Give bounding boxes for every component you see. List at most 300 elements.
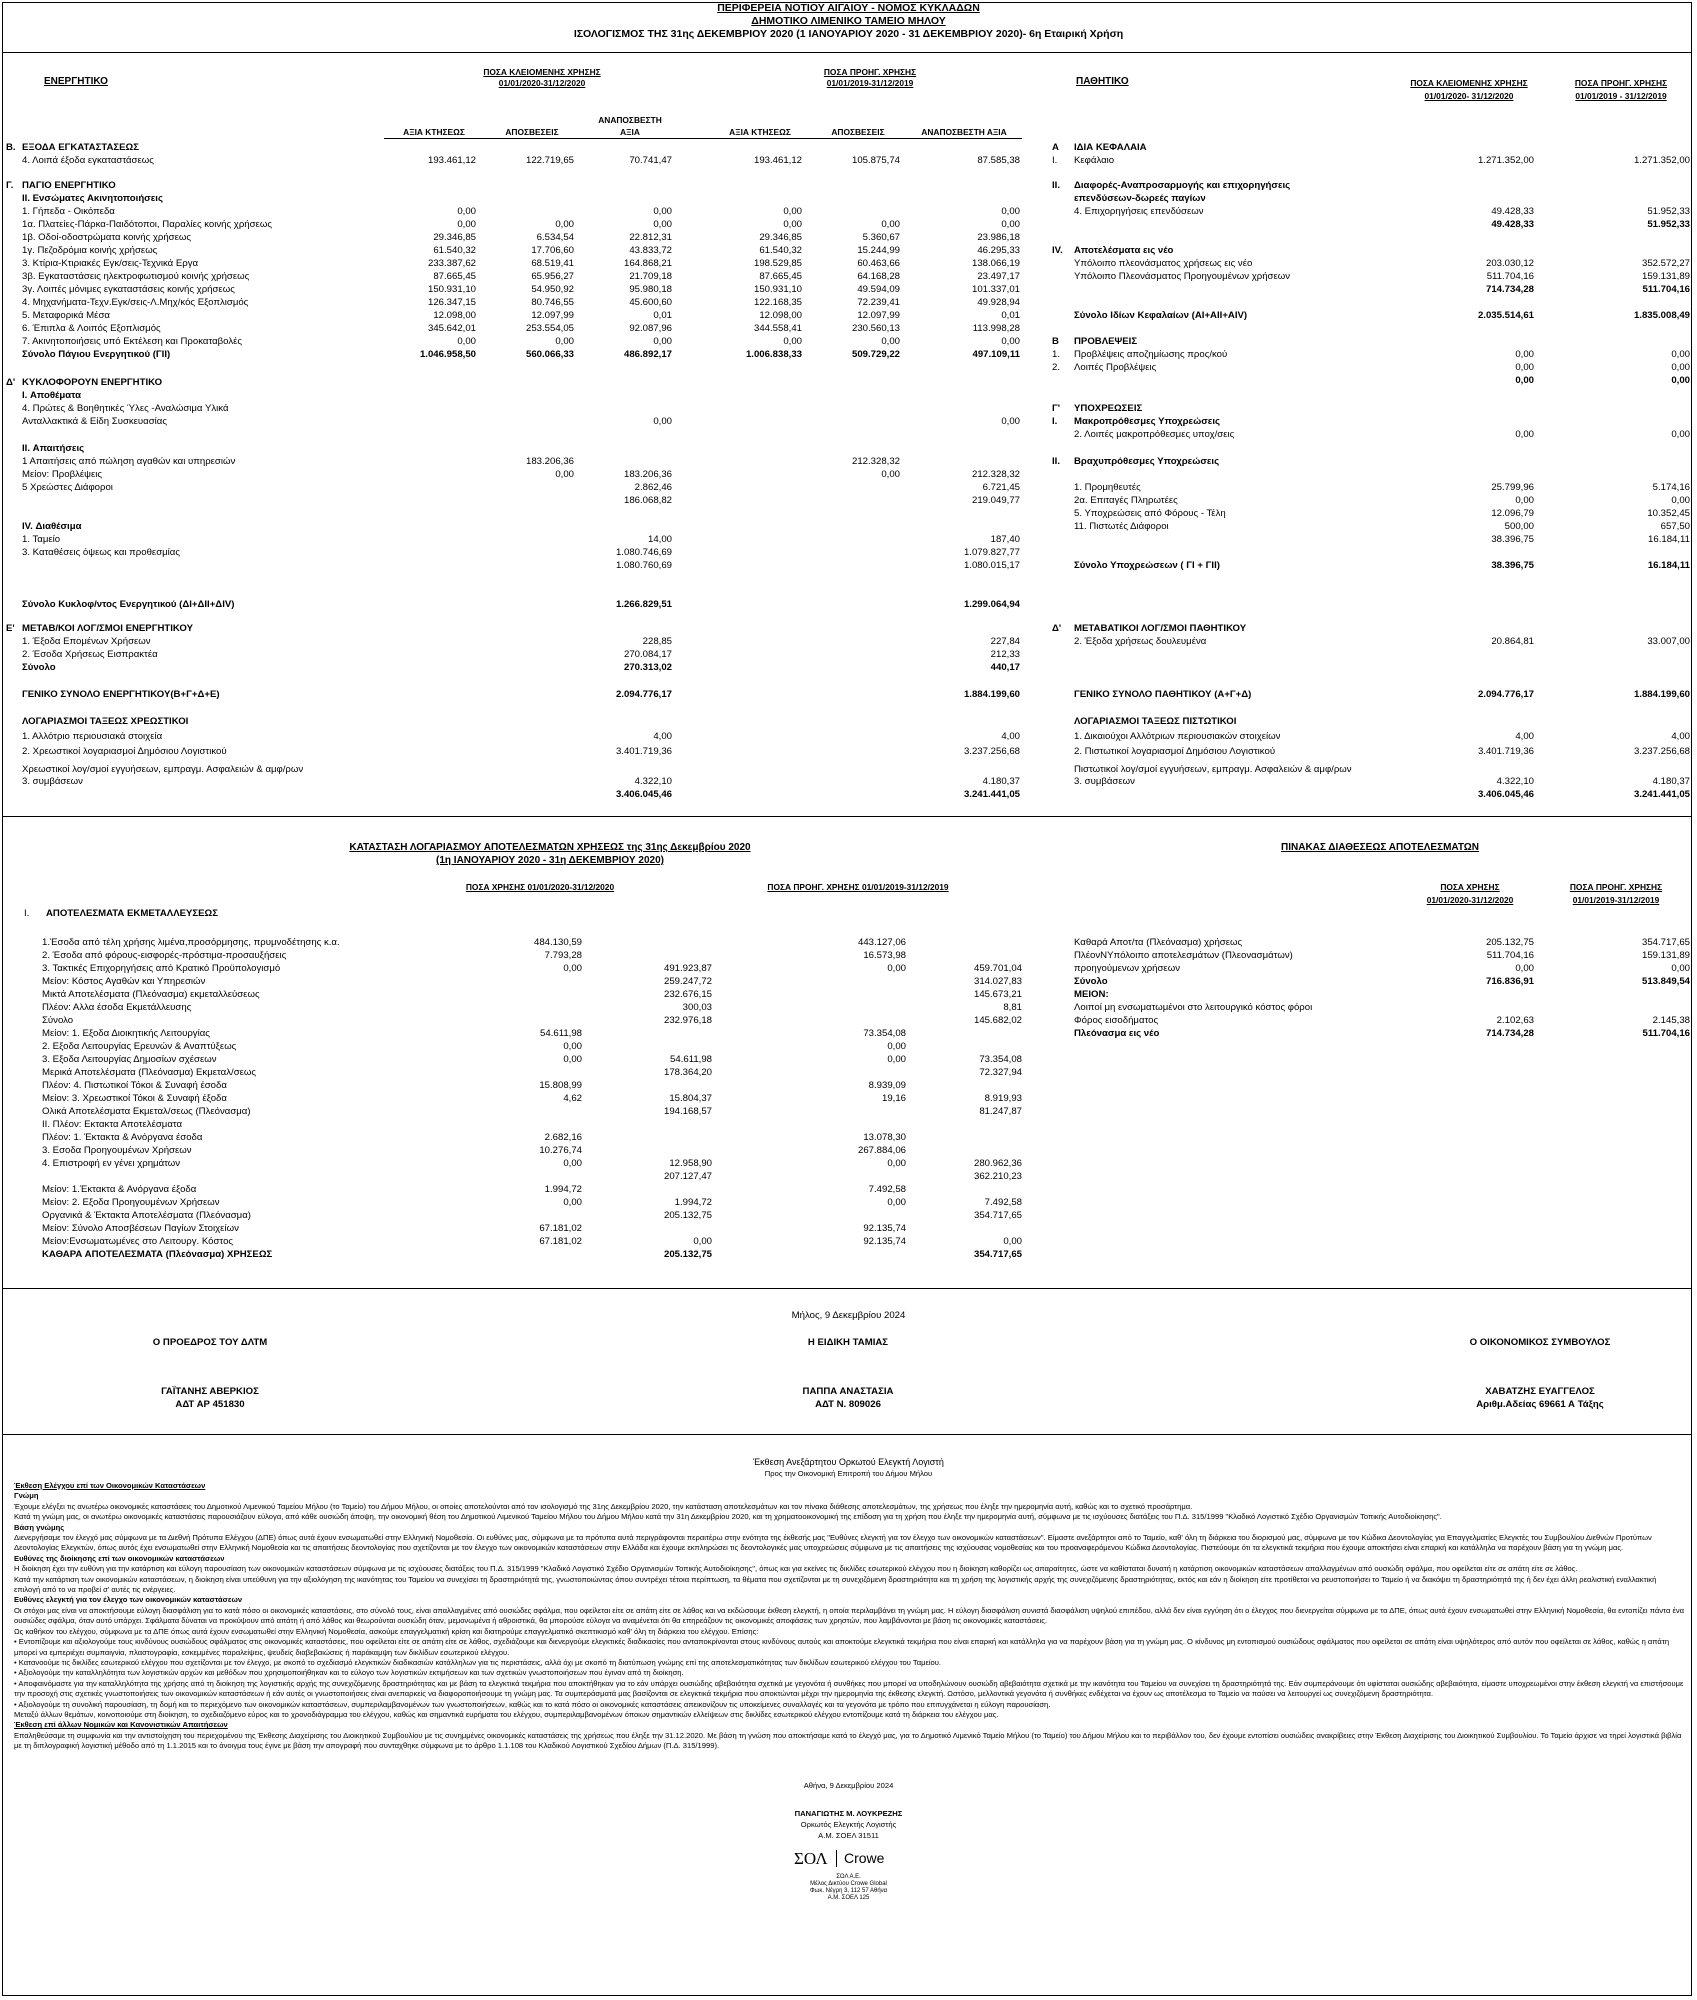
liability-row-code: Α <box>1052 142 1059 153</box>
asset-row-value: 3.241.441,05 <box>963 789 1020 800</box>
asset-row-value: 253.554,05 <box>525 323 574 334</box>
pl-row-label: 3. Εσοδα Προηγουμένων Χρήσεων <box>42 1145 192 1156</box>
asset-row-value: 164.868,21 <box>623 258 672 269</box>
audit-h-management: Ευθύνες της διοίκησης επί των οικονομικών καταστάσεων <box>14 1553 225 1563</box>
asset-row-value: 0,00 <box>881 469 900 480</box>
asset-row-value: 1.080.015,17 <box>963 560 1020 571</box>
asset-row-value: 0,00 <box>457 206 476 217</box>
pl-row-label: Οργανικά & Έκτακτα Αποτελέσματα (Πλεόνασμα) <box>42 1210 251 1221</box>
liability-row-label: ΛΟΓΑΡΙΑΣΜΟΙ ΤΑΞΕΩΣ ΠΙΣΤΩΤΙΚΟΙ <box>1074 716 1237 727</box>
liability-row-label: Προβλέψεις αποζημίωσης προς/κού <box>1074 349 1228 360</box>
asset-row-label: 3. συμβάσεων <box>22 776 83 787</box>
asset-row-label: 4. Μηχανήματα-Τεχν.Εγκ/σεις-Λ.Μηχ/κός Εξοπλισμός <box>22 297 249 308</box>
asset-row-value: 23.986,18 <box>977 232 1020 243</box>
liability-row-label: 11. Πιστωτές Διάφοροι <box>1074 521 1169 532</box>
asset-row-label: Μείον: Προβλέψεις <box>22 469 103 480</box>
pl-row-value: 2.682,16 <box>544 1132 582 1143</box>
liability-row-code: 2. <box>1052 362 1061 373</box>
asset-row-label: 7. Ακινητοποιήσεις υπό Εκτέλεση και Προκαταβολές <box>22 336 243 347</box>
asset-row-value: 23.497,17 <box>977 271 1020 282</box>
pl-row-value: 8.939,09 <box>868 1080 906 1091</box>
pl-row-label: 1.Έσοδα από τέλη χρήσης λιμένα,προσόρμησης, πρυμνοδέτησης κ.α. <box>42 937 340 948</box>
asset-row-label: 1 Απαιτήσεις από πώληση αγαθών και υπηρεσιών <box>22 456 236 467</box>
pl-row-value: 491.923,87 <box>663 963 712 974</box>
liability-row-label: Σύνολο Υποχρεώσεων ( ΓΙ + ΓΙΙ) <box>1074 560 1220 571</box>
asset-row-value: 113.998,28 <box>972 323 1020 334</box>
asset-row-label: I. Αποθέματα <box>22 390 82 401</box>
pl-row-label: II. Πλέον: Εκτακτα Αποτελέσματα <box>42 1119 183 1130</box>
asset-row-value: 3.237.256,68 <box>963 746 1020 757</box>
asset-row-value: 2.862,46 <box>634 482 672 493</box>
crowe-logo-text: Crowe <box>844 1850 885 1866</box>
pl-row-value: 15.808,99 <box>539 1080 582 1091</box>
region-title: ΠΕΡΙΦΕΡΕΙΑ ΝΟΤΙΟΥ ΑΙΓΑΙΟΥ - ΝΟΜΟΣ ΚΥΚΛΑΔΩΝ <box>717 2 980 14</box>
asset-row-value: 0,00 <box>555 469 574 480</box>
asset-row-value: 0,00 <box>1001 336 1020 347</box>
audit-body <box>14 1481 1684 1752</box>
liability-row-value: 12.096,79 <box>1491 508 1534 519</box>
asset-row-value: 17.706,60 <box>531 245 574 256</box>
liability-row-code: Δ' <box>1052 623 1062 634</box>
asset-row-label: ΛΟΓΑΡΙΑΣΜΟΙ ΤΑΞΕΩΣ ΧΡΕΩΣΤΙΚΟΙ <box>22 716 189 727</box>
asset-row-value: 0,01 <box>653 310 672 321</box>
pl-row-value: 362.210,23 <box>973 1171 1022 1182</box>
firm-line-3: Φωκ. Νέγρη 3, 112 57 Αθήνα <box>809 1888 888 1894</box>
asset-row-label: 1. Έξοδα Επομένων Χρήσεων <box>22 636 151 647</box>
sign-name-president: ΓΑΪΤΑΝΗΣ ΑΒΕΡΚΙΟΣ <box>161 1386 259 1397</box>
liability-row-label: Μακροπρόθεσμες Υποχρεώσεις <box>1074 416 1220 427</box>
asset-row-label: 1α. Πλατείες-Πάρκα-Παιδότοποι, Παραλίες κοινής χρήσεως <box>22 219 272 230</box>
liability-row-code: Γ' <box>1052 403 1061 414</box>
assets-col-rule <box>384 138 1022 139</box>
asset-row-value: 87.665,45 <box>759 271 802 282</box>
asset-row-value: 0,00 <box>457 219 476 230</box>
pl-row-label: 4. Επιστροφή εν γένει χρημάτων <box>42 1158 181 1169</box>
col-acq-cur: ΑΞΙΑ ΚΤΗΣΕΩΣ <box>403 127 465 137</box>
pl-row-value: 145.673,21 <box>973 989 1022 1000</box>
audit-h-basis: Βάση γνώμης <box>14 1522 65 1532</box>
liability-row-value: 0,00 <box>1671 495 1690 506</box>
firm-line-1: ΣΟΛ Α.Ε. <box>836 1874 861 1880</box>
asset-row-value: 101.337,01 <box>971 284 1020 295</box>
liability-row-label: Βραχυπρόθεσμες Υποχρεώσεις <box>1074 456 1220 467</box>
asset-row-value: 560.066,33 <box>525 349 574 360</box>
pl-row-value: 10.276,74 <box>539 1145 582 1156</box>
dist-row-value: 511.704,16 <box>1642 1028 1690 1039</box>
liability-row-code: II. <box>1052 456 1060 467</box>
audit-p7: Ως καθήκον του ελέγχου, σύμφωνα με τα ΔΠΕ όπως αυτά έχουν ενσωματωθεί στην Ελληνική Νομοθεσία, ασκούμε επαγγελματική κρίση και διατηρούμε επαγγελματικό σκεπτικισμό καθ' όλη τη διάρκεια του ελέγχου. Επίσης: <box>14 1626 759 1636</box>
audit-h-auditor: Ευθύνες ελεγκτή για τον έλεγχο των οικονομικών καταστάσεων <box>14 1595 243 1605</box>
asset-row-value: 45.600,60 <box>629 297 672 308</box>
asset-row-label: 1. Αλλότριο περιουσιακά στοιχεία <box>22 731 163 742</box>
pl-divider <box>2 1288 1692 1289</box>
liability-row-value: 0,00 <box>1515 495 1534 506</box>
asset-row-value: 187,40 <box>990 534 1020 545</box>
asset-row-value: 0,00 <box>653 219 672 230</box>
asset-row-value: 186.068,82 <box>623 495 672 506</box>
sign-id-president: ΑΔΤ ΑΡ 451830 <box>175 1399 245 1410</box>
asset-row-value: 29.346,85 <box>433 232 476 243</box>
asset-row-value: 150.931,10 <box>427 284 476 295</box>
dist-row-label: Καθαρά Αποτ/τα (Πλεόνασμα) χρήσεως <box>1074 937 1243 948</box>
asset-row-value: 138.066,19 <box>971 258 1020 269</box>
asset-row-label: ΠΑΓΙΟ ΕΝΕΡΓΗΤΙΚΟ <box>22 180 116 191</box>
pl-row-label: Μείον:Ενσωματωμένες στο Λειτουργ. Κόστος <box>42 1236 234 1247</box>
asset-row-label: Χρεωστικοί λογ/σμοί εγγυήσεων, εμπραγμ. Ασφαλειών & αμφ/ρων <box>22 764 304 775</box>
liability-row-value: 4.322,10 <box>1496 776 1534 787</box>
audit-p5: Κατά την κατάρτιση των οικονομικών καταστάσεων, η διοίκηση είναι υπεύθυνη για την αξιολόγηση της ικανότητας του Ταμείου να συνεχίσει τη δραστηριότητά της, γνωστοποιώντας όπου συντρέχει τέτοια περίπτωση, τα θέματα που σχετίζονται με τη συνεχιζόμενη δραστηριότητα και τη χρήση της λογιστικής αρχής της συνεχιζόμενης δραστηριότητας, εκτός και εάν η διοίκηση είτε προτίθεται να ρευστοποιήσει το Ταμείο ή να διακόψει τη δραστηριότητά της ή δεν έχει άλλη ρεαλιστική εναλλακτική επιλογή από το να προβεί σ' αυτές τις ενέργειες. <box>14 1574 1657 1595</box>
liability-row-label: 5. Υποχρεώσεις από Φόρους - Τέλη <box>1074 508 1226 519</box>
asset-row-value: 0,00 <box>1001 416 1020 427</box>
audit-bullet-4: • Αποφαινόμαστε για την καταλληλότητα της χρήσης από τη διοίκηση της λογιστικής αρχής της συνεχιζόμενης δραστηριότητας και με βάση τα ελεγκτικά τεκμήρια που αποκτήθηκαν για το εάν υπάρχει ουσιώδης αβεβαιότητα σχετικά με γεγονότα ή συνθήκες που μπορεί να υποδηλώνουν ουσιώδη αβεβαιότητα σχετικά με την ικανότητα του Ταμείου να συνεχίσει τη δραστηριότητά της. Εάν συμπεράνουμε ότι υφίσταται ουσιώδης αβεβαιότητα, είμαστε υποχρεωμένοι στην έκθεση ελεγκτή να επιστήσουμε την προσοχή στις σχετικές γνωστοποιήσεις των οικονομικών καταστάσεων ή εάν αυτές οι γνωστοποιήσεις είναι ανεπαρκείς να διαφοροποιήσουμε τη γνώμη μας. Τα συμπεράσματά μας βασίζονται σε ελεγκτικά τεκμήρια που αποκτώνται μέχρι την ημερομηνία της έκθεσης ελεγκτή. Ωστόσο, μελλοντικά γεγονότα ή συνθήκες ενδέχεται να έχουν ως αποτέλεσμα το Ταμείο να παύσει να λειτουργεί ως συνεχιζόμενη δραστηριότητα. <box>14 1678 1684 1699</box>
asset-row-value: 345.642,01 <box>427 323 476 334</box>
asset-row-value: 68.519,41 <box>531 258 574 269</box>
liability-row-value: 0,00 <box>1671 375 1690 386</box>
pl-row-value: 232.676,15 <box>663 989 712 1000</box>
dist-row-value: 354.717,65 <box>1641 937 1690 948</box>
liability-row-label: 3. συμβάσεων <box>1074 776 1135 787</box>
asset-row-label: Σύνολο <box>22 662 56 673</box>
pl-row-label: Μείον: Σύνολο Αποσβέσεων Παγίων Στοιχείων <box>42 1223 239 1234</box>
liability-row-value: 1.835.008,49 <box>1633 310 1690 321</box>
liability-row-value: 511.704,16 <box>1642 284 1690 295</box>
pl-row-value: 280.962,36 <box>973 1158 1022 1169</box>
asset-row-value: 1.080.760,69 <box>615 560 672 571</box>
asset-row-value: 49.594,09 <box>857 284 900 295</box>
asset-row-value: 80.746,55 <box>531 297 574 308</box>
asset-row-value: 43.833,72 <box>629 245 672 256</box>
asset-row-value: 12.097,99 <box>531 310 574 321</box>
liability-row-label: 2. Έξοδα χρήσεως δουλευμένα <box>1074 636 1207 647</box>
asset-row-code: Δ' <box>6 377 16 388</box>
liability-row-label: ΜΕΤΑΒΑΤΙΚΟΙ ΛΟΓ/ΣΜΟΙ ΠΑΘΗΤΙΚΟΥ <box>1074 623 1247 634</box>
asset-row-value: 87.665,45 <box>433 271 476 282</box>
asset-row-value: 105.875,74 <box>851 155 900 166</box>
asset-row-value: 0,00 <box>653 336 672 347</box>
asset-row-value: 21.709,18 <box>629 271 672 282</box>
asset-row-value: 212.328,32 <box>851 456 900 467</box>
pl-row-value: 12.958,90 <box>669 1158 712 1169</box>
pl-row-value: 178.364,20 <box>663 1067 712 1078</box>
liability-row-value: 203.030,12 <box>1485 258 1534 269</box>
pl-row-value: 16.573,98 <box>863 950 906 961</box>
asset-row-value: 0,00 <box>555 336 574 347</box>
asset-row-value: 0,00 <box>555 219 574 230</box>
pl-section-title: ΑΠΟΤΕΛΕΣΜΑΤΑ ΕΚΜΕΤΑΛΛΕΥΣΕΩΣ <box>46 908 218 919</box>
asset-row-label: IV. Διαθέσιμα <box>22 521 82 532</box>
liability-row-value: 2.035.514,61 <box>1477 310 1534 321</box>
liability-row-value: 1.271.352,00 <box>1477 155 1534 166</box>
asset-row-value: 440,17 <box>990 662 1020 673</box>
pl-row-label: Μείον: 1. Εξοδα Διοικητικής Λειτουργίας <box>42 1028 210 1039</box>
asset-row-label: 1. Γήπεδα - Οικόπεδα <box>22 206 115 217</box>
pl-row-value: 207.127,47 <box>663 1171 712 1182</box>
asset-row-value: 0,00 <box>881 336 900 347</box>
asset-row-label: II. Ενσώματες Ακινητοποιήσεις <box>22 193 163 204</box>
asset-row-label: ΕΞΟΔΑ ΕΓΚΑΤΑΣΤΑΣΕΩΣ <box>22 142 140 153</box>
asset-row-value: 1.299.064,94 <box>963 599 1020 610</box>
liability-row-value: 352.572,27 <box>1641 258 1690 269</box>
pl-row-value: 0,00 <box>563 963 582 974</box>
liability-row-label: 1. Δικαιούχοι Αλλότριων περιουσιακών στοιχείων <box>1074 731 1281 742</box>
asset-row-value: 49.928,94 <box>977 297 1020 308</box>
liability-row-value: 25.799,96 <box>1491 482 1534 493</box>
asset-row-value: 1.006.838,33 <box>745 349 802 360</box>
pl-row-value: 354.717,65 <box>973 1210 1022 1221</box>
liability-row-value: 3.241.441,05 <box>1633 789 1690 800</box>
asset-row-label: 5. Μεταφορικά Μέσα <box>22 310 110 321</box>
asset-row-value: 270.084,17 <box>623 649 672 660</box>
asset-row-label: 6. Έπιπλα & Λοιπός Εξοπλισμός <box>22 323 161 334</box>
liability-row-value: 38.396,75 <box>1491 534 1534 545</box>
asset-row-value: 0,00 <box>457 336 476 347</box>
asset-row-value: 29.346,85 <box>759 232 802 243</box>
asset-row-value: 193.461,12 <box>427 155 476 166</box>
pl-row-value: 267.884,06 <box>857 1145 906 1156</box>
firm-line-2: Μέλος Δικτύου Crowe Global <box>810 1881 887 1887</box>
dist-row-value: 205.132,75 <box>1485 937 1534 948</box>
dist-row-value: 2.102,63 <box>1496 1015 1534 1026</box>
asset-row-value: 61.540,32 <box>433 245 476 256</box>
liability-row-value: 49.428,33 <box>1491 206 1534 217</box>
dist-row-value: 714.734,28 <box>1485 1028 1534 1039</box>
pl-row-value: 0,00 <box>887 963 906 974</box>
pl-row-value: 7.492,58 <box>984 1197 1022 1208</box>
asset-row-value: 126.347,15 <box>427 297 476 308</box>
asset-row-value: 212.328,32 <box>971 469 1020 480</box>
asset-row-value: 65.956,27 <box>531 271 574 282</box>
asset-row-value: 1.046.958,50 <box>419 349 476 360</box>
asset-row-value: 122.719,65 <box>525 155 574 166</box>
liability-row-label: επενδύσεων-δωρεές παγίων <box>1074 193 1206 204</box>
asset-row-value: 87.585,38 <box>977 155 1020 166</box>
liability-row-value: 49.428,33 <box>1491 219 1534 230</box>
liability-row-label: Αποτελέσματα εις νέο <box>1074 245 1174 256</box>
pl-row-label: Σύνολο <box>42 1015 74 1026</box>
pl-row-label: Μείον: 2. Εξοδα Προηγουμένων Χρήσεων <box>42 1197 220 1208</box>
pl-row-label: Μερικά Αποτελέσματα (Πλεόνασμα) Εκμεταλ/σεως <box>42 1067 257 1078</box>
pl-row-label: Πλέον: 1. Έκτακτα & Ανόργανα έσοδα <box>42 1132 203 1143</box>
dist-prev-period: 01/01/2019-31/12/2019 <box>1572 895 1660 905</box>
asset-row-value: 509.729,22 <box>851 349 900 360</box>
liability-row-value: 0,00 <box>1671 429 1690 440</box>
liability-row-label: Υπόλοιπο πλεονάσματος χρήσεως εις νέο <box>1074 258 1253 269</box>
audit-p9: Επαληθεύσαμε τη συμφωνία και την αντιστοίχηση του περιεχομένου της Έκθεσης Διαχείρισης του Διοικητικού Συμβουλίου με τις συνημμένες οικονομικές καταστάσεις της χρήσεως που έληξε την 31.12.2020. Με βάση τη γνώση που αποκτήσαμε κατά το έλεγχό μας, για το Δημοτικό Λιμενικό Ταμείο Μήλου (το Ταμείο) του Δήμου Μήλου και το περιβάλλον του, δεν έχουμε εντοπίσει ουσιώδεις ανακρίβειες στην Έκθεση Διαχείρισης του Διοικητικού Συμβουλίου. Το Ταμείο άρχισε να τηρεί λογιστικά βιβλία με τη διπλογραφική λογιστική μέθοδο από τη 1.1.2015 και το άνοιγμα τους έγινε με βάση την απογραφή που συνταχθηκε σύμφωνα με το άρθρο 1.1.108 του Κλαδικού Λογιστικού Σχεδίου Δήμων (Π.Δ. 315/1999). <box>14 1730 1682 1751</box>
col-dep-prev: ΑΠΟΣΒΕΣΕΙΣ <box>831 127 885 137</box>
asset-row-label: 3. Κτίρια-Κτιριακές Εγκ/σεις-Τεχνικά Εργα <box>22 258 199 269</box>
pl-row-value: 0,00 <box>1003 1236 1022 1247</box>
asset-row-label: ΚΥΚΛΟΦΟΡΟΥΝ ΕΝΕΡΓΗΤΙΚΟ <box>22 377 163 388</box>
liability-row-value: 511.704,16 <box>1486 271 1534 282</box>
dist-row-value: 0,00 <box>1671 963 1690 974</box>
liability-row-value: 3.406.045,46 <box>1477 789 1534 800</box>
header-divider <box>2 52 1692 53</box>
asset-row-label: 1β. Οδοί-οδοστρώματα κοινής χρήσεως <box>22 232 191 243</box>
liability-row-value: 0,00 <box>1515 362 1534 373</box>
asset-row-value: 1.079.827,77 <box>963 547 1020 558</box>
liability-row-label: 2. Λοιπές μακροπρόθεσμες υποχ/σεις <box>1074 429 1235 440</box>
asset-row-label: ΓΕΝΙΚΟ ΣΥΝΟΛΟ ΕΝΕΡΓΗΤΙΚΟΥ(Β+Γ+Δ+Ε) <box>22 689 220 700</box>
pl-row-value: 19,16 <box>881 1093 906 1104</box>
pl-row-label: 2. Εξοδα Λειτουργίας Ερευνών & Αναπτύξεως <box>42 1041 237 1052</box>
asset-row-value: 64.168,28 <box>857 271 900 282</box>
pl-row-value: 73.354,08 <box>979 1054 1022 1065</box>
dist-title: ΠΙΝΑΚΑΣ ΔΙΑΘΕΣΕΩΣ ΑΠΟΤΕΛΕΣΜΑΤΩΝ <box>1281 842 1479 853</box>
liability-row-value: 1.271.352,00 <box>1633 155 1690 166</box>
asset-row-code: Ε' <box>6 623 15 634</box>
pl-row-label: Μείον: 1.Έκτακτα & Ανόργανα έξοδα <box>42 1184 197 1195</box>
liability-row-label: 1. Προμηθευτές <box>1074 482 1141 493</box>
liability-row-label: Σύνολο Ιδίων Κεφαλαίων (ΑΙ+ΑΙΙ+ΑΙV) <box>1074 310 1248 321</box>
dist-row-label: προηγούμενων χρήσεων <box>1074 963 1180 974</box>
pl-section-num: I. <box>24 908 30 919</box>
pl-row-value: 459.701,04 <box>973 963 1022 974</box>
liability-row-code: I. <box>1052 416 1058 427</box>
pl-row-value: 54.611,98 <box>540 1028 582 1039</box>
liability-row-label: Κεφάλαιο <box>1074 155 1115 166</box>
liability-row-value: 51.952,33 <box>1647 206 1690 217</box>
asset-row-label: 2. Χρεωστικοί λογαριασμοί Δημόσιου Λογιστικού <box>22 746 227 757</box>
liability-row-label: 2. Πιστωτικοί λογαριασμοί Δημόσιου Λογιστικού <box>1074 746 1276 757</box>
asset-row-value: 486.892,17 <box>623 349 672 360</box>
liabilities-title: ΠΑΘΗΤΙΚΟ <box>1076 76 1129 87</box>
asset-row-value: 12.097,99 <box>857 310 900 321</box>
audit-h-opinion: Γνώμη <box>14 1491 39 1501</box>
audit-date: Αθήνα, 9 Δεκεμβρίου 2024 <box>803 1781 894 1790</box>
liability-row-code: IV. <box>1052 245 1063 256</box>
sign-divider <box>2 1434 1692 1435</box>
logo-separator <box>836 1850 837 1867</box>
pl-row-label: Μείον: Κόστος Αγαθών και Υπηρεσιών <box>42 976 206 987</box>
liability-row-value: 16.184,11 <box>1647 560 1690 571</box>
asset-row-value: 2.094.776,17 <box>615 689 672 700</box>
firm-line-4: Α.Μ. ΣΟΕΛ 125 <box>827 1895 870 1901</box>
audit-bullet-2: • Κατανοούμε τις δικλίδες εσωτερικού ελέγχου που σχετίζονται με τον έλεγχο, με σκοπό το σχεδιασμό ελεγκτικών διαδικασιών κατάλληλων για τις περιστάσεις, αλλά όχι με σκοπό τη διατύπωση γνώμης επί της αποτελεσματικότητας των δικλίδων εσωτερικού ελέγχου του Ταμείου. <box>14 1657 942 1667</box>
pl-row-label: Μείον: 3. Χρεωστικοί Τόκοι & Συναφή έξοδα <box>42 1093 227 1104</box>
asset-row-value: 4,00 <box>653 731 672 742</box>
pl-row-value: 67.181,02 <box>539 1223 582 1234</box>
asset-row-label: 3. Καταθέσεις όψεως και προθεσμίας <box>22 547 180 558</box>
asset-row-value: 22.812,31 <box>629 232 672 243</box>
auditor-name: ΠΑΝΑΓΙΩΤΗΣ Μ. ΛΟΥΚΡΕΖΗΣ <box>794 1809 903 1818</box>
liability-row-value: 4,00 <box>1515 731 1534 742</box>
asset-row-value: 344.558,41 <box>753 323 802 334</box>
dist-row-label: Λοιποί μη ενσωματωμένοι στο λειτουργικό κόστος φόροι <box>1074 1002 1313 1013</box>
liab-cur-period: 01/01/2020- 31/12/2020 <box>1424 91 1514 101</box>
asset-row-value: 183.206,36 <box>525 456 574 467</box>
asset-row-value: 12.098,00 <box>759 310 802 321</box>
asset-row-value: 0,00 <box>783 206 802 217</box>
liability-row-value: 51.952,33 <box>1647 219 1690 230</box>
asset-row-label: 1γ. Πεζοδρόμια κοινής χρήσεως <box>22 245 158 256</box>
asset-row-value: 212,33 <box>990 649 1020 660</box>
liability-row-value: 2.094.776,17 <box>1477 689 1534 700</box>
audit-title: Έκθεση Ανεξάρτητου Ορκωτού Ελεγκτή Λογιστή <box>753 1457 944 1467</box>
liability-row-value: 0,00 <box>1671 362 1690 373</box>
pl-row-value: 0,00 <box>563 1054 582 1065</box>
audit-p2: Κατά τη γνώμη μας, οι ανωτέρω οικονομικές καταστάσεις παρουσιάζουν εύλογα, από κάθε ουσιώδη άποψη, την οικονομική θέση του Δημοτικού Λιμενικού Ταμείου Μήλου του Δήμου Μήλου κατά την 31η Δεκεμβρίου 2020, και τη χρηματοοικονομική της επίδοση για τη χρήση που έληξε την ημερομηνία αυτή, σύμφωνα με τις ισχύουσες διατάξεις του Π.Δ. 315/1999 "Κλαδικό Λογιστικό Σχέδιο Οργανισμών Τοπικής Αυτοδιοίκησης". <box>14 1512 1442 1522</box>
sign-id-treasurer: ΑΔΤ Ν. 809026 <box>815 1399 881 1410</box>
asset-row-value: 6.534,54 <box>536 232 574 243</box>
asset-row-label: ΜΕΤΑΒ/ΚΟΙ ΛΟΓ/ΣΜΟΙ ΕΝΕΡΓΗΤΙΚΟΥ <box>22 623 193 634</box>
pl-prev-header: ΠΟΣΑ ΠΡΟΗΓ. ΧΡΗΣΗΣ 01/01/2019-31/12/2019 <box>767 882 949 892</box>
asset-row-value: 230.560,13 <box>851 323 900 334</box>
asset-row-value: 0,00 <box>1001 219 1020 230</box>
asset-row-value: 15.244,99 <box>857 245 900 256</box>
liability-row-value: 159.131,89 <box>1641 271 1690 282</box>
pl-row-value: 54.611,98 <box>670 1054 712 1065</box>
asset-row-value: 72.239,41 <box>857 297 900 308</box>
asset-row-label: 3β. Εγκαταστάσεις ηλεκτροφωτισμού κοινής χρήσεως <box>22 271 250 282</box>
liability-row-value: 4,00 <box>1671 731 1690 742</box>
asset-row-label: Ανταλλακτικά & Είδη Συσκευασίας <box>22 416 167 427</box>
liability-row-label: 2α. Επιταγές Πληρωτέες <box>1074 495 1178 506</box>
pl-row-value: 0,00 <box>887 1041 906 1052</box>
sign-name-advisor: ΧΑΒΑΤΖΗΣ ΕΥΑΓΓΕΛΟΣ <box>1485 1386 1595 1397</box>
pl-row-value: 0,00 <box>693 1236 712 1247</box>
asset-row-value: 183.206,36 <box>623 469 672 480</box>
pl-row-value: 8.919,93 <box>984 1093 1022 1104</box>
dist-row-value: 716.836,91 <box>1485 976 1534 987</box>
col-nbv-cur-b: ΑΞΙΑ <box>620 127 640 137</box>
audit-h-other: Έκθεση επί άλλων Νομικών και Κανονιστικών Απαιτήσεων <box>14 1720 228 1730</box>
asset-row-code: Β. <box>6 142 16 153</box>
asset-row-code: Γ. <box>6 180 14 191</box>
liability-row-code: I. <box>1052 155 1058 166</box>
liability-row-label: Διαφορές-Αναπροσαρμογής και επιχορηγήσεις <box>1074 180 1291 191</box>
sign-place-date: Μήλος, 9 Δεκεμβρίου 2024 <box>791 1310 906 1321</box>
asset-row-label: II. Απαιτήσεις <box>22 443 85 454</box>
dist-row-label: Φόρος εισοδήματος <box>1074 1015 1159 1026</box>
liability-row-value: 0,00 <box>1515 375 1534 386</box>
asset-row-value: 0,00 <box>653 416 672 427</box>
asset-row-value: 4.180,37 <box>982 776 1020 787</box>
liability-row-value: 38.396,75 <box>1491 560 1534 571</box>
dist-row-label: Σύνολο <box>1074 976 1108 987</box>
sol-logo-text: ΣΟΛ <box>794 1849 828 1868</box>
asset-row-value: 233.387,62 <box>427 258 476 269</box>
audit-p6: Οι στόχοι μας είναι να αποκτήσουμε εύλογη διασφάλιση για το κατά πόσο οι οικονομικές καταστάσεις, στο σύνολό τους, είναι απαλλαγμένες από ουσιώδες σφάλμα, που οφείλεται είτε σε απάτη είτε σε λάθος και να εκδώσουμε έκθεση ελεγκτή, η οποία περιλαμβάνει τη γνώμη μας. Η εύλογη διασφάλιση συνιστά διασφάλιση υψηλού επιπέδου, αλλά δεν είναι εγγύηση ότι ο έλεγχος που διενεργείται σύμφωνα με τα ΔΠΕ, όπως αυτά έχουν ενσωματωθεί στην Ελληνική Νομοθεσία, θα εντοπίζει πάντα ένα ουσιώδες σφάλμα, όταν αυτό υπάρχει. Σφάλματα δύναται να προκύψουν από απάτη ή από λάθος και θεωρούνται ουσιώδη όταν, μεμονωμένα ή αθροιστικά, θα μπορούσε εύλογα να αναμένεται ότι θα επηρεάζουν τις οικονομικές αποφάσεις των χρηστών, που λαμβάνονται με βάση τις οικονομικές καταστάσεις. <box>14 1605 1685 1626</box>
pl-row-value: 0,00 <box>887 1158 906 1169</box>
liability-row-value: 10.352,45 <box>1647 508 1690 519</box>
pl-row-value: 354.717,65 <box>973 1249 1022 1260</box>
pl-row-label: Πλέον: Αλλα έσοδα Εκμετάλλευσης <box>42 1002 192 1013</box>
dist-row-value: 2.145,38 <box>1652 1015 1690 1026</box>
asset-row-value: 0,01 <box>1001 310 1020 321</box>
asset-row-value: 46.295,33 <box>977 245 1020 256</box>
liability-row-value: 5.174,16 <box>1652 482 1690 493</box>
liability-row-label: 4. Επιχορηγήσεις επενδύσεων <box>1074 206 1204 217</box>
pl-row-value: 232.976,18 <box>663 1015 712 1026</box>
pl-row-value: 0,00 <box>563 1197 582 1208</box>
liability-row-value: 16.184,11 <box>1648 534 1690 545</box>
asset-row-value: 6.721,45 <box>982 482 1020 493</box>
dist-row-label: Πλεόνασμα εις νέο <box>1074 1028 1160 1039</box>
pl-row-value: 8,81 <box>1003 1002 1022 1013</box>
pl-row-value: 72.327,94 <box>979 1067 1022 1078</box>
pl-row-value: 0,00 <box>887 1197 906 1208</box>
asset-row-value: 1.884.199,60 <box>963 689 1020 700</box>
pl-row-value: 484.130,59 <box>533 937 582 948</box>
audit-bullet-5: • Αξιολογούμε τη συνολική παρουσίαση, τη δομή και το περιεχόμενο των οικονομικών καταστάσεων, συμπεριλαμβανομένων των γνωστοποιήσεων, καθώς και το κατά πόσο οι οικονομικές καταστάσεις απεικονίζουν τις υποκείμενες συναλλαγές και τα γεγονότα με τρόπο που επιτυγχάνεται η εύλογη παρουσίαση. <box>14 1699 1051 1709</box>
asset-row-value: 1.266.829,51 <box>615 599 672 610</box>
asset-row-value: 270.313,02 <box>623 662 672 673</box>
liability-row-value: 657,50 <box>1660 521 1690 532</box>
sign-role-advisor: Ο ΟΙΚΟΝΟΜΙΚΟΣ ΣΥΜΒΟΥΛΟΣ <box>1469 1337 1611 1348</box>
pl-row-label: 3. Τακτικές Επιχορηγήσεις από Κρατικό Προϋπολογισμό <box>42 963 281 974</box>
auditor-role: Ορκωτός Ελεγκτής Λογιστής <box>800 1820 897 1829</box>
balance-sheet-title: ΙΣΟΛΟΓΙΣΜΟΣ ΤΗΣ 31ης ΔΕΚΕΜΒΡΙΟΥ 2020 (1 ΙΑΝΟΥΑΡΙΟΥ 2020 - 31 ΔΕΚΕΜΒΡΙΟΥ 2020)- 6η Εταιρική Χρήση <box>573 28 1124 40</box>
